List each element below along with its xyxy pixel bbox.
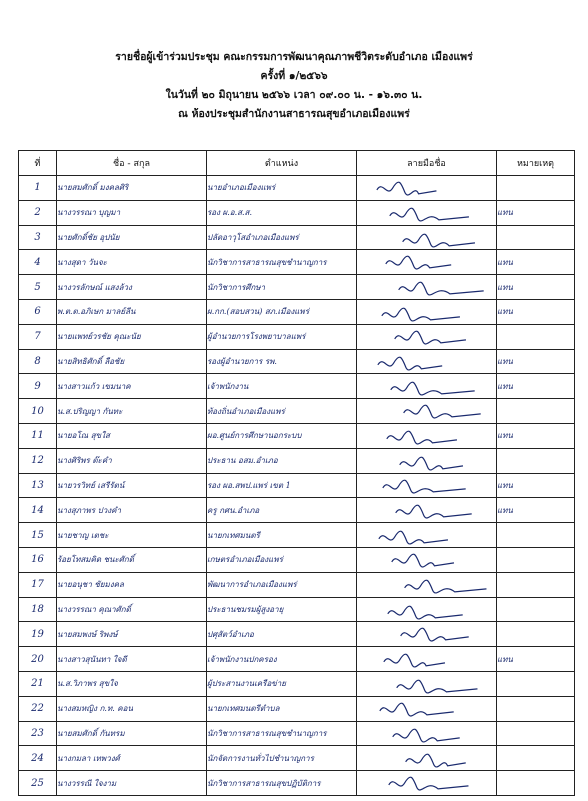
note-cell: แทน <box>497 473 575 498</box>
attendee-position: รอง ผ.อ.ส.ส. <box>207 200 357 225</box>
note-cell <box>497 176 575 201</box>
note-cell: แทน <box>497 374 575 399</box>
handwritten-signature <box>357 771 496 795</box>
row-number: 13 <box>19 473 57 498</box>
col-header-no: ที่ <box>19 151 57 176</box>
attendee-name: นางศิริพร ต๊ะคำ <box>57 448 207 473</box>
attendee-position: ท้องถิ่นอำเภอเมืองแพร่ <box>207 399 357 424</box>
attendee-position: นักวิชาการสาธารณสุขชำนาญการ <box>207 721 357 746</box>
attendee-name: นางสุดา วันจะ <box>57 250 207 275</box>
signature-stroke <box>387 431 457 444</box>
note-cell <box>497 523 575 548</box>
signature-cell <box>357 423 497 448</box>
attendee-position: เกษตรอำเภอเมืองแพร่ <box>207 547 357 572</box>
table-row <box>19 349 575 374</box>
attendee-name: นางวรลักษณ์ แสงล้วง <box>57 275 207 300</box>
signature-cell <box>357 671 497 696</box>
attendee-name: น.ส.วิภาพร สุขใจ <box>57 671 207 696</box>
handwritten-signature <box>357 622 496 646</box>
row-number: 21 <box>19 671 57 696</box>
attendee-position: ผู้อำนวยการโรงพยาบาลแพร่ <box>207 324 357 349</box>
attendee-position: เจ้าพนักงาน <box>207 374 357 399</box>
note-cell: แทน <box>497 647 575 672</box>
table-row <box>19 176 575 201</box>
table-row <box>19 597 575 622</box>
row-number: 2 <box>19 200 57 225</box>
handwritten-signature <box>357 523 496 547</box>
signature-stroke <box>404 405 481 418</box>
attendee-name: นายแพทย์วรชัย คุณะนัย <box>57 324 207 349</box>
note-cell: แทน <box>497 299 575 324</box>
table-row <box>19 523 575 548</box>
signature-cell <box>357 498 497 523</box>
attendee-name: นายสมพงษ์ ริพงษ์ <box>57 622 207 647</box>
handwritten-signature <box>357 226 496 250</box>
col-header-note: หมายเหตุ <box>497 151 575 176</box>
table-row <box>19 696 575 721</box>
attendee-position: ผู้ประสานงานเครือข่าย <box>207 671 357 696</box>
note-cell <box>497 671 575 696</box>
signature-stroke <box>390 208 469 221</box>
row-number: 3 <box>19 225 57 250</box>
attendee-position: ประธาน อสม.อำเภอ <box>207 448 357 473</box>
table-row <box>19 647 575 672</box>
note-cell <box>497 225 575 250</box>
signature-cell <box>357 275 497 300</box>
handwritten-signature <box>357 672 496 696</box>
attendee-position: รอง ผอ.สพป.แพร่ เขต 1 <box>207 473 357 498</box>
attendee-name: นางวรรณา คุณาศักดิ์ <box>57 597 207 622</box>
note-cell <box>497 622 575 647</box>
signature-cell <box>357 547 497 572</box>
signature-cell <box>357 696 497 721</box>
attendee-name: นางสาวแก้ว เขมนาค <box>57 374 207 399</box>
signature-cell <box>357 746 497 771</box>
table-row <box>19 721 575 746</box>
handwritten-signature <box>357 474 496 498</box>
signature-cell <box>357 473 497 498</box>
attendee-position: ผอ.ศูนย์การศึกษานอกระบบ <box>207 423 357 448</box>
attendee-position: นายอำเภอเมืองแพร่ <box>207 176 357 201</box>
signature-cell <box>357 572 497 597</box>
note-cell: แทน <box>497 423 575 448</box>
signature-cell <box>357 399 497 424</box>
signature-cell <box>357 622 497 647</box>
meeting-date-time: ในวันที่ ๒๐ มิถุนายน ๒๕๖๖ เวลา ๐๙.๐๐ น. - ๑๖.๓๐ น. <box>165 89 423 101</box>
attendee-name: นางสาวสุนันทา ใจดี <box>57 647 207 672</box>
note-cell <box>497 399 575 424</box>
attendee-position: ครู กศน.อำเภอ <box>207 498 357 523</box>
attendee-name: นายศักดิ์ชัย อุปนัย <box>57 225 207 250</box>
signature-stroke <box>405 580 487 593</box>
table-row <box>19 671 575 696</box>
row-number: 25 <box>19 771 57 796</box>
table-row <box>19 399 575 424</box>
attendee-name: นางกมลา เทพวงศ์ <box>57 746 207 771</box>
attendee-position: เจ้าพนักงานปกครอง <box>207 647 357 672</box>
signature-cell <box>357 647 497 672</box>
signature-cell <box>357 324 497 349</box>
signature-stroke <box>396 506 472 519</box>
table-row <box>19 473 575 498</box>
handwritten-signature <box>357 598 496 622</box>
table-header-row <box>19 151 575 176</box>
handwritten-signature <box>357 722 496 746</box>
row-number: 9 <box>19 374 57 399</box>
attendee-position: นักวิชาการศึกษา <box>207 275 357 300</box>
document-title: รายชื่อผู้เข้าร่วมประชุม คณะกรรมการพัฒนาคุณภาพชีวิตระดับอำเภอ เมืองแพร่ <box>115 51 473 63</box>
row-number: 5 <box>19 275 57 300</box>
table-row <box>19 622 575 647</box>
table-row <box>19 324 575 349</box>
note-cell: แทน <box>497 498 575 523</box>
handwritten-signature <box>357 176 496 200</box>
signature-cell <box>357 374 497 399</box>
signature-stroke <box>383 480 466 493</box>
row-number: 16 <box>19 547 57 572</box>
table-row <box>19 374 575 399</box>
attendee-name: นางสมหญิง ก.ท. คอน <box>57 696 207 721</box>
note-cell: แทน <box>497 349 575 374</box>
handwritten-signature <box>357 300 496 324</box>
signature-stroke <box>395 331 466 344</box>
attendee-position: รองผู้อำนวยการ รพ. <box>207 349 357 374</box>
attendee-name: น.ส.ปริญญา กันทะ <box>57 399 207 424</box>
handwritten-signature <box>357 325 496 349</box>
row-number: 4 <box>19 250 57 275</box>
row-number: 23 <box>19 721 57 746</box>
note-cell: แทน <box>497 275 575 300</box>
note-cell: แทน <box>497 200 575 225</box>
signature-cell <box>357 176 497 201</box>
row-number: 14 <box>19 498 57 523</box>
table-row <box>19 448 575 473</box>
attendance-table <box>18 150 575 796</box>
handwritten-signature <box>357 374 496 398</box>
attendee-name: นายสมศักดิ์ กันทรม <box>57 721 207 746</box>
row-number: 15 <box>19 523 57 548</box>
table-row <box>19 771 575 796</box>
row-number: 12 <box>19 448 57 473</box>
attendee-name: นายวรวิทย์ เสรีรัตน์ <box>57 473 207 498</box>
col-header-signature: ลายมือชื่อ <box>357 151 497 176</box>
table-row <box>19 547 575 572</box>
document-header <box>0 48 588 124</box>
signature-cell <box>357 299 497 324</box>
row-number: 22 <box>19 696 57 721</box>
handwritten-signature <box>357 424 496 448</box>
signature-stroke <box>400 457 463 470</box>
attendee-position: ปลัดอาวุโสอำเภอเมืองแพร่ <box>207 225 357 250</box>
note-cell <box>497 547 575 572</box>
attendee-position: พัฒนาการอำเภอเมืองแพร่ <box>207 572 357 597</box>
signature-cell <box>357 597 497 622</box>
row-number: 18 <box>19 597 57 622</box>
signature-stroke <box>388 606 463 619</box>
signature-cell <box>357 349 497 374</box>
handwritten-signature <box>357 498 496 522</box>
attendee-position: นายกเทศมนตรี <box>207 523 357 548</box>
signature-stroke <box>379 531 448 544</box>
row-number: 24 <box>19 746 57 771</box>
handwritten-signature <box>357 275 496 299</box>
handwritten-signature <box>357 350 496 374</box>
signature-stroke <box>380 703 454 716</box>
signature-stroke <box>382 308 460 321</box>
row-number: 6 <box>19 299 57 324</box>
signature-cell <box>357 225 497 250</box>
handwritten-signature <box>357 399 496 423</box>
table-row <box>19 423 575 448</box>
table-row <box>19 200 575 225</box>
attendee-name: นางวรรณา บุญมา <box>57 200 207 225</box>
handwritten-signature <box>357 201 496 225</box>
handwritten-signature <box>357 573 496 597</box>
signature-stroke <box>401 628 469 641</box>
row-number: 20 <box>19 647 57 672</box>
note-cell <box>497 597 575 622</box>
signature-stroke <box>378 357 442 370</box>
attendee-name: นายสิทธิศักดิ์ ลือชัย <box>57 349 207 374</box>
note-cell <box>497 746 575 771</box>
row-number: 8 <box>19 349 57 374</box>
signature-stroke <box>377 182 437 195</box>
row-number: 10 <box>19 399 57 424</box>
handwritten-signature <box>357 250 496 274</box>
col-header-name: ชื่อ - สกุล <box>57 151 207 176</box>
note-cell <box>497 448 575 473</box>
handwritten-signature <box>357 449 496 473</box>
attendee-position: นายกเทศมนตรีตำบล <box>207 696 357 721</box>
signature-stroke <box>399 282 484 295</box>
meeting-location: ณ ห้องประชุมสำนักงานสาธารณสุขอำเภอเมืองแพร่ <box>178 108 410 120</box>
attendee-name: นายอโณ สุขใส <box>57 423 207 448</box>
signature-stroke <box>392 554 454 567</box>
note-cell <box>497 572 575 597</box>
signature-cell <box>357 250 497 275</box>
attendee-name: นางสุภาพร ปวงคำ <box>57 498 207 523</box>
row-number: 11 <box>19 423 57 448</box>
attendee-name: นายชาญ เตชะ <box>57 523 207 548</box>
col-header-position: ตำแหน่ง <box>207 151 357 176</box>
table-row <box>19 572 575 597</box>
signature-stroke <box>386 257 451 270</box>
attendee-name: นางวรรณี ใจงาม <box>57 771 207 796</box>
attendee-position: นักวิชาการสาธารณสุขปฏิบัติการ <box>207 771 357 796</box>
table-row <box>19 299 575 324</box>
note-cell <box>497 324 575 349</box>
table-row <box>19 746 575 771</box>
handwritten-signature <box>357 746 496 770</box>
note-cell <box>497 721 575 746</box>
attendee-name: พ.ต.ต.อภิเษก มาลย์ลีน <box>57 299 207 324</box>
signature-stroke <box>397 680 478 693</box>
attendee-position: นักวิชาการสาธารณสุขชำนาญการ <box>207 250 357 275</box>
row-number: 17 <box>19 572 57 597</box>
note-cell <box>497 696 575 721</box>
row-number: 7 <box>19 324 57 349</box>
attendee-name: นายสมศักดิ์ มงคลศิริ <box>57 176 207 201</box>
table-row <box>19 225 575 250</box>
signature-cell <box>357 771 497 796</box>
table-row <box>19 250 575 275</box>
signature-cell <box>357 448 497 473</box>
signature-stroke <box>393 729 460 742</box>
handwritten-signature <box>357 647 496 671</box>
signature-stroke <box>406 754 466 767</box>
signature-stroke <box>391 383 475 396</box>
attendee-name: ร้อยโทสมคิด ชนะศักดิ์ <box>57 547 207 572</box>
attendee-name: นายอนุชา ชัยมงคล <box>57 572 207 597</box>
handwritten-signature <box>357 697 496 721</box>
signature-cell <box>357 200 497 225</box>
note-cell <box>497 771 575 796</box>
note-cell: แทน <box>497 250 575 275</box>
meeting-number: ครั้งที่ ๑/๒๕๖๖ <box>260 70 328 82</box>
signature-stroke <box>384 654 445 667</box>
table-row <box>19 498 575 523</box>
row-number: 1 <box>19 176 57 201</box>
attendee-position: ผ.กก.(สอบสวน) สภ.เมืองแพร่ <box>207 299 357 324</box>
signature-cell <box>357 523 497 548</box>
attendee-position: ประธานชมรมผู้สูงอายุ <box>207 597 357 622</box>
handwritten-signature <box>357 548 496 572</box>
attendee-position: ปศุสัตว์อำเภอ <box>207 622 357 647</box>
signature-stroke <box>403 234 475 247</box>
row-number: 19 <box>19 622 57 647</box>
signature-stroke <box>389 777 469 790</box>
attendee-position: นักจัดการงานทั่วไปชำนาญการ <box>207 746 357 771</box>
table-row <box>19 275 575 300</box>
signature-cell <box>357 721 497 746</box>
